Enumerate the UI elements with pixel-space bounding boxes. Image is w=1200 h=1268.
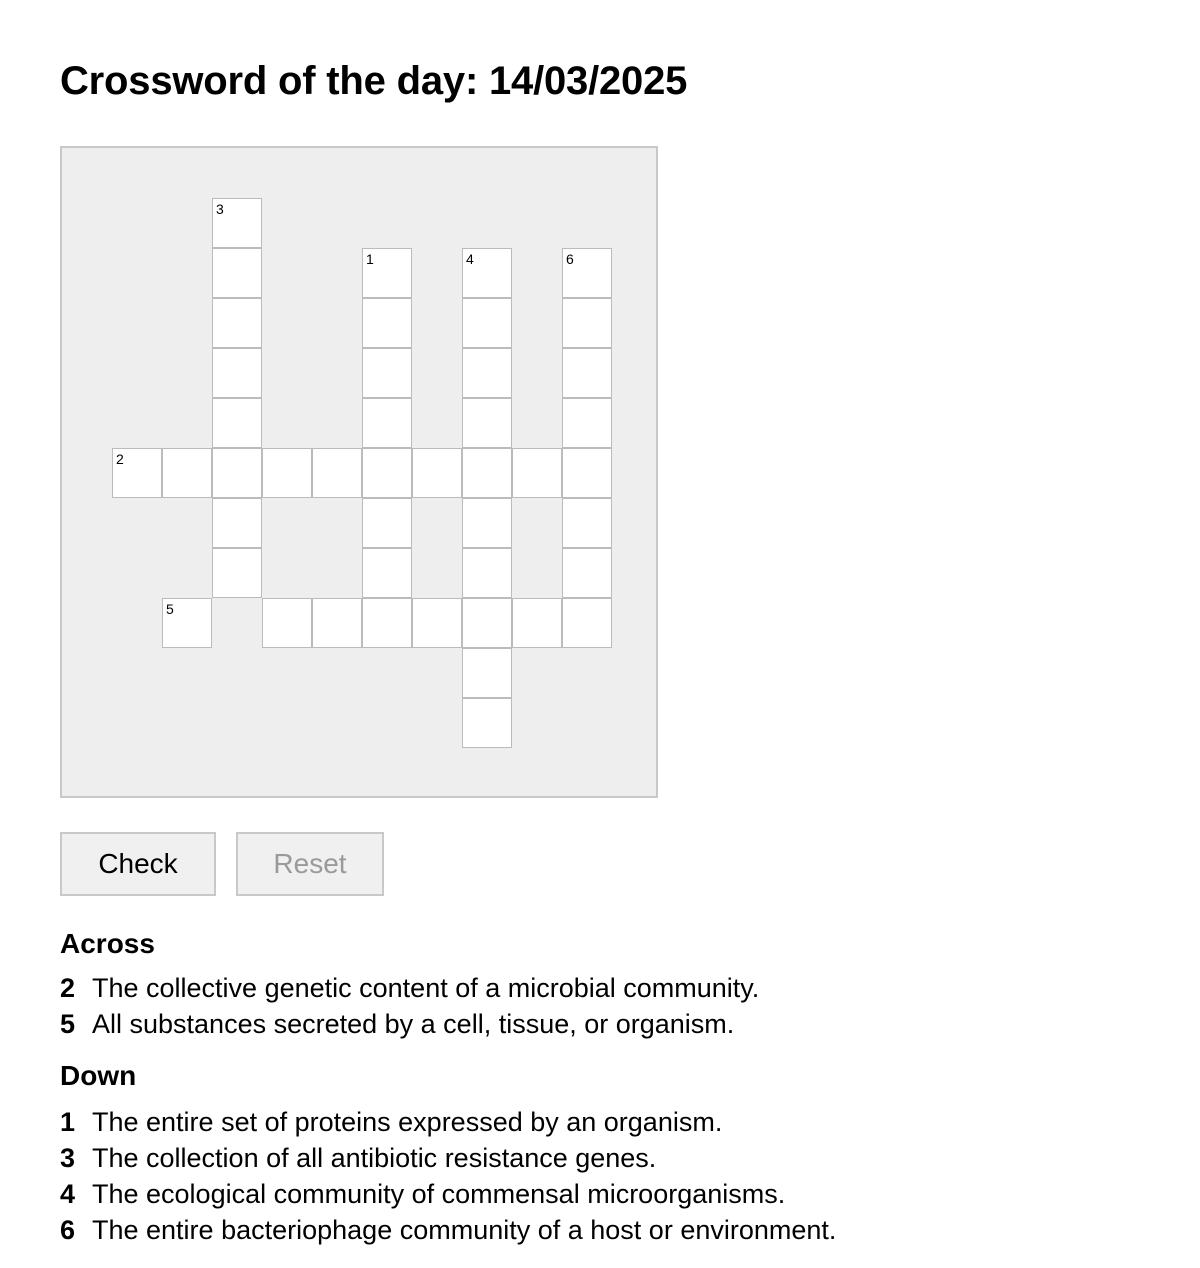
grid-cell[interactable] <box>212 348 262 398</box>
across-heading: Across <box>60 928 155 959</box>
down-clue <box>60 1140 836 1176</box>
grid-cell[interactable] <box>562 298 612 348</box>
crossword-grid <box>60 146 658 798</box>
grid-cell[interactable] <box>462 248 512 298</box>
grid-cell[interactable] <box>462 448 512 498</box>
clue-number-label: 2 <box>116 451 124 467</box>
check-button[interactable]: Check <box>60 832 216 896</box>
grid-cell[interactable] <box>512 448 562 498</box>
grid-cell[interactable] <box>112 448 162 498</box>
down-heading: Down <box>60 1060 137 1091</box>
grid-cell[interactable] <box>562 398 612 448</box>
down-clue-list <box>60 1104 836 1248</box>
clue-number-label: 3 <box>216 201 224 217</box>
grid-cell[interactable] <box>462 348 512 398</box>
grid-cell[interactable] <box>312 598 362 648</box>
across-clue <box>60 970 759 1006</box>
grid-cell[interactable] <box>412 448 462 498</box>
grid-cell[interactable] <box>462 548 512 598</box>
clue-number: 2 <box>60 973 76 1003</box>
grid-cell[interactable] <box>212 498 262 548</box>
clue-text: All substances secreted by a cell, tissue, or organism. <box>92 1009 735 1039</box>
grid-cell[interactable] <box>212 298 262 348</box>
down-clue <box>60 1104 836 1140</box>
grid-cell[interactable] <box>262 448 312 498</box>
clue-number: 3 <box>60 1143 76 1173</box>
clue-number-label: 4 <box>466 251 474 267</box>
clue-number: 1 <box>60 1107 76 1137</box>
grid-cell[interactable] <box>362 498 412 548</box>
grid-cell[interactable] <box>362 298 412 348</box>
grid-cell[interactable] <box>562 448 612 498</box>
clue-text: The entire bacteriophage community of a host or environment. <box>92 1215 837 1245</box>
grid-cell[interactable] <box>462 598 512 648</box>
grid-cell[interactable] <box>512 598 562 648</box>
grid-cell[interactable] <box>562 248 612 298</box>
grid-cell[interactable] <box>212 398 262 448</box>
grid-cell[interactable] <box>162 448 212 498</box>
clue-text: The collective genetic content of a microbial community. <box>92 973 760 1003</box>
grid-cell[interactable] <box>212 448 262 498</box>
down-clue <box>60 1212 836 1248</box>
grid-cell[interactable] <box>312 448 362 498</box>
grid-cell[interactable] <box>212 248 262 298</box>
grid-cell[interactable] <box>462 298 512 348</box>
clue-number-label: 1 <box>366 251 374 267</box>
clue-text: The collection of all antibiotic resistance genes. <box>92 1143 657 1173</box>
grid-cell[interactable] <box>262 598 312 648</box>
clue-text: The entire set of proteins expressed by an organism. <box>92 1107 723 1137</box>
clue-number-label: 6 <box>566 251 574 267</box>
reset-button[interactable]: Reset <box>236 832 384 896</box>
grid-cell[interactable] <box>462 698 512 748</box>
grid-cell[interactable] <box>362 448 412 498</box>
grid-cell[interactable] <box>362 548 412 598</box>
grid-cell[interactable] <box>462 498 512 548</box>
clue-number-label: 5 <box>166 601 174 617</box>
across-clue-list <box>60 970 759 1042</box>
grid-cell[interactable] <box>562 598 612 648</box>
down-clue <box>60 1176 836 1212</box>
grid-cell[interactable] <box>362 598 412 648</box>
clue-text: The ecological community of commensal microorganisms. <box>92 1179 786 1209</box>
grid-cell[interactable] <box>162 598 212 648</box>
grid-cell[interactable] <box>462 398 512 448</box>
grid-cell[interactable] <box>412 598 462 648</box>
clue-number: 5 <box>60 1009 76 1039</box>
grid-cell[interactable] <box>362 348 412 398</box>
grid-cell[interactable] <box>362 398 412 448</box>
clue-number: 6 <box>60 1215 76 1245</box>
grid-cell[interactable] <box>562 498 612 548</box>
grid-cell[interactable] <box>462 648 512 698</box>
clue-number: 4 <box>60 1179 76 1209</box>
grid-cell[interactable] <box>212 548 262 598</box>
grid-cell[interactable] <box>362 248 412 298</box>
page-title: Crossword of the day: 14/03/2025 <box>60 59 688 103</box>
across-clue <box>60 1006 759 1042</box>
grid-cell[interactable] <box>562 348 612 398</box>
grid-cell[interactable] <box>212 198 262 248</box>
grid-cell[interactable] <box>562 548 612 598</box>
